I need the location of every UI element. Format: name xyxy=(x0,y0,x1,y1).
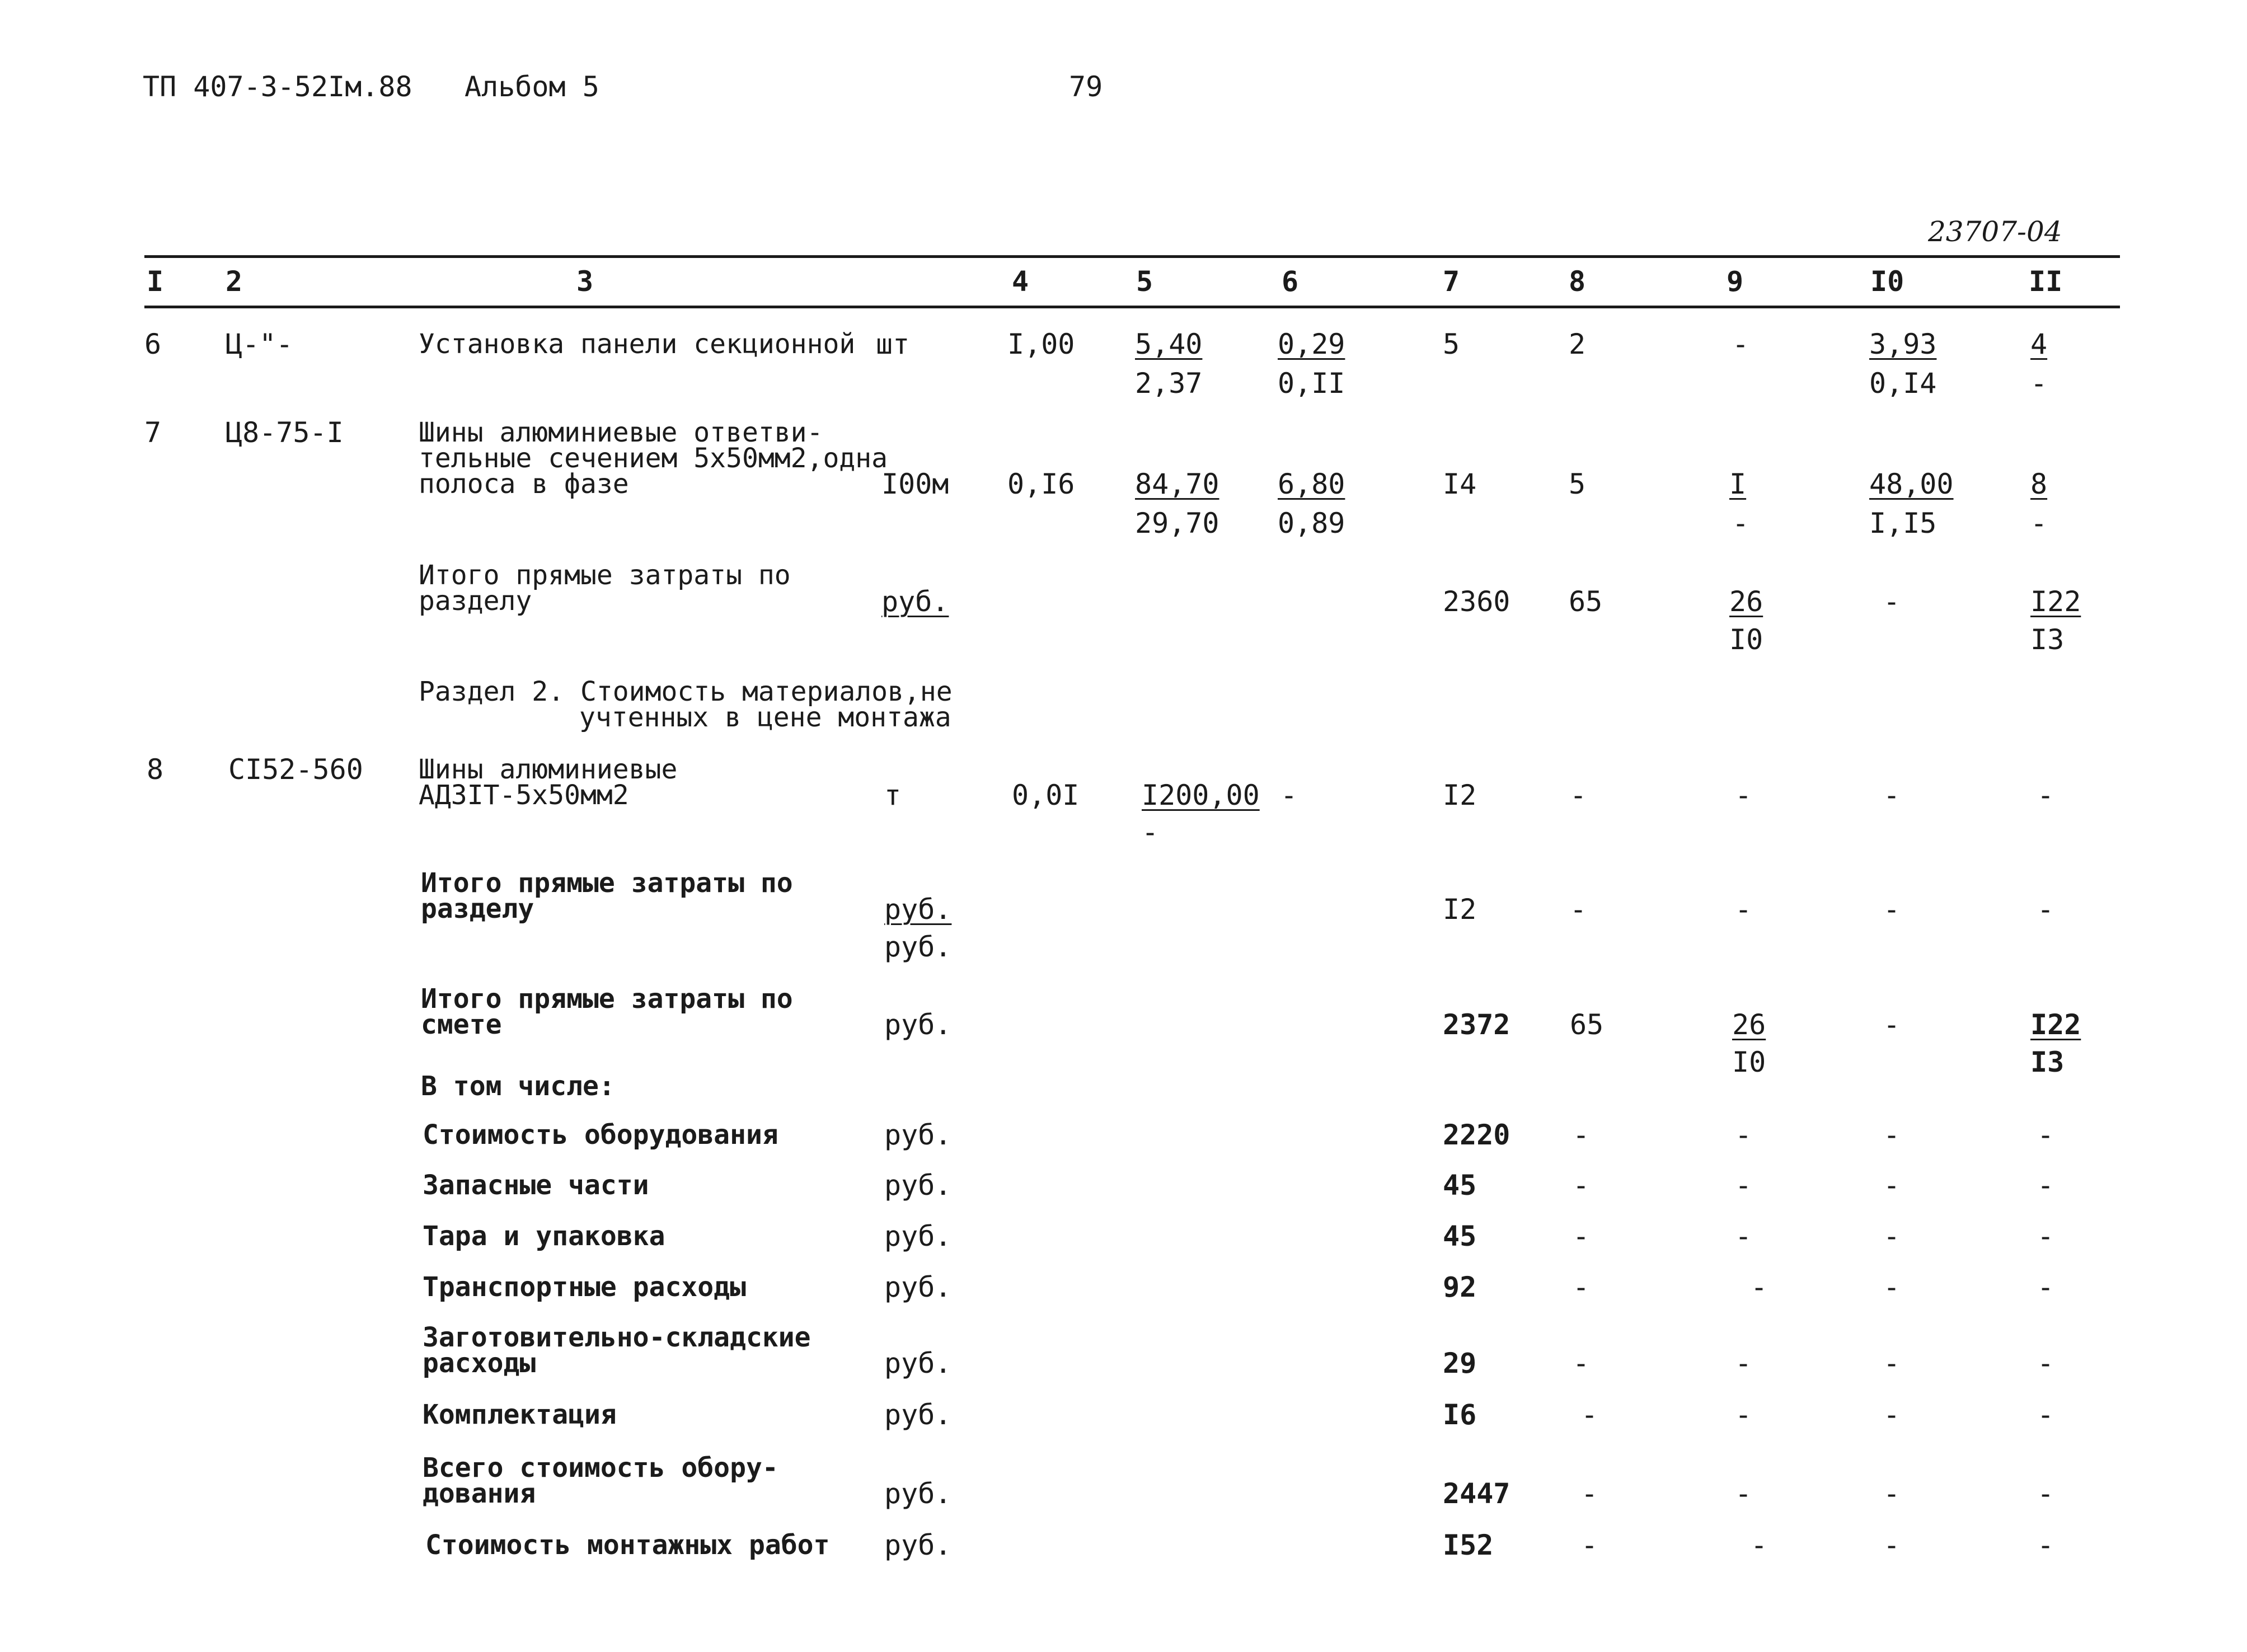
total-cost: I2 xyxy=(1443,893,1477,926)
total-cost: 2360 xyxy=(1443,585,1510,618)
labor-total-machinists: - xyxy=(2030,367,2048,400)
total-machines-wages: - xyxy=(1732,507,1749,539)
unit-repeat: руб. xyxy=(884,931,952,963)
unit: руб. xyxy=(884,1271,952,1303)
labor-unit: - xyxy=(1883,1529,1901,1561)
unit: руб. xyxy=(881,585,949,618)
total-cost: 2220 xyxy=(1443,1119,1510,1151)
total-wages: - xyxy=(1573,1169,1590,1202)
total-cost: 92 xyxy=(1443,1271,1477,1303)
labor-total: I22 xyxy=(2030,1008,2081,1041)
labor-total: - xyxy=(2037,1119,2054,1151)
labor-total: - xyxy=(2037,1529,2054,1561)
total-machines: - xyxy=(1735,1169,1752,1202)
total-wages: - xyxy=(1570,893,1587,926)
section-heading-line: учтенных в цене монтажа xyxy=(579,702,951,733)
including-label: В том числе: xyxy=(421,1071,615,1102)
breakdown-label: Всего стоимость обору- xyxy=(423,1452,778,1484)
total-machines: - xyxy=(1735,1347,1752,1379)
total-wages: 65 xyxy=(1569,585,1603,618)
unit-cost-wages: 29,70 xyxy=(1135,507,1219,539)
unit: руб. xyxy=(884,1529,952,1561)
labor-unit: - xyxy=(1883,1271,1901,1303)
quantity: 0,0I xyxy=(1012,779,1080,811)
breakdown-label: расходы xyxy=(423,1348,536,1379)
labor-total: 4 xyxy=(2030,328,2048,360)
labor-unit: - xyxy=(1883,1119,1901,1151)
unit: шт xyxy=(876,328,910,360)
labor-total: 8 xyxy=(2030,468,2048,500)
estimate-total-label: смете xyxy=(421,1009,502,1040)
total-wages: - xyxy=(1581,1529,1598,1561)
unit: руб. xyxy=(884,1119,952,1151)
total-machines: - xyxy=(1735,1119,1752,1151)
breakdown-label: дования xyxy=(423,1478,536,1509)
page-number: 79 xyxy=(1069,71,1103,103)
total-cost: 2372 xyxy=(1443,1008,1510,1041)
unit-cost-machines: 6,80 xyxy=(1278,468,1345,500)
unit-cost-total: 5,40 xyxy=(1135,328,1203,360)
estimate-total-label: Итого прямые затраты по xyxy=(421,983,793,1015)
labor-unit: - xyxy=(1883,1169,1901,1202)
breakdown-label: Запасные части xyxy=(423,1170,649,1201)
total-machines: - xyxy=(1735,779,1752,811)
unit-cost-total: 84,70 xyxy=(1135,468,1219,500)
total-wages: 5 xyxy=(1569,468,1586,500)
price-code: CI52-560 xyxy=(228,753,363,786)
unit-cost-machines: - xyxy=(1280,779,1298,811)
table-header-rule xyxy=(144,306,2120,308)
quantity: 0,I6 xyxy=(1007,468,1075,500)
total-cost: I2 xyxy=(1443,779,1477,811)
column-header: 5 xyxy=(1136,265,1153,298)
total-machines: - xyxy=(1735,1220,1752,1252)
labor-total: - xyxy=(2037,1398,2054,1431)
column-header: 6 xyxy=(1282,265,1299,298)
labor-unit: 3,93 xyxy=(1869,328,1937,360)
unit: т xyxy=(884,779,902,811)
total-machines: - xyxy=(1751,1271,1768,1303)
unit-cost-total: I200,00 xyxy=(1142,779,1260,811)
labor-total: - xyxy=(2037,1347,2054,1379)
section-heading-line: Раздел 2. Стоимость материалов,не xyxy=(419,676,953,707)
total-cost: I6 xyxy=(1443,1398,1477,1431)
work-name: Установка панели секционной xyxy=(419,328,856,360)
labor-unit: - xyxy=(1883,1220,1901,1252)
album-label: Альбом 5 xyxy=(465,71,599,103)
total-cost: I4 xyxy=(1443,468,1477,500)
labor-unit: - xyxy=(1883,1347,1901,1379)
labor-total: - xyxy=(2037,1271,2054,1303)
column-header: II xyxy=(2029,265,2063,298)
work-name-line: тельные сечением 5х50мм2,одна xyxy=(419,443,888,474)
breakdown-label: Тара и упаковка xyxy=(423,1221,665,1252)
labor-unit: - xyxy=(1883,779,1901,811)
total-cost: 2447 xyxy=(1443,1477,1510,1510)
total-machines-wages: I0 xyxy=(1729,623,1763,656)
total-machines: - xyxy=(1735,1398,1752,1431)
quantity: I,00 xyxy=(1007,328,1075,360)
labor-total: - xyxy=(2037,1477,2054,1510)
column-header: 3 xyxy=(576,265,594,298)
total-machines: 26 xyxy=(1729,585,1763,618)
labor-total-machinists: I3 xyxy=(2030,1046,2065,1078)
total-wages: - xyxy=(1573,1271,1590,1303)
row-number: 8 xyxy=(147,753,164,786)
unit: руб. xyxy=(884,1477,952,1510)
total-cost: 5 xyxy=(1443,328,1460,360)
column-header: 7 xyxy=(1443,265,1460,298)
labor-unit: - xyxy=(1883,1008,1901,1041)
row-number: 6 xyxy=(144,328,162,360)
unit: руб. xyxy=(884,1008,952,1041)
total-wages: 65 xyxy=(1570,1008,1604,1041)
document-code: ТП 407-3-52Iм.88 xyxy=(143,71,412,103)
labor-total: - xyxy=(2037,779,2054,811)
price-code: Ц8-75-I xyxy=(226,416,344,449)
total-machines: - xyxy=(1735,1477,1752,1510)
labor-unit: - xyxy=(1883,585,1901,618)
subtotal-label: Итого прямые затраты по xyxy=(419,560,791,591)
labor-total: I22 xyxy=(2030,585,2081,618)
breakdown-label: Комплектация xyxy=(423,1399,617,1430)
total-cost: 45 xyxy=(1443,1169,1477,1202)
table-top-rule xyxy=(144,255,2120,258)
labor-total-machinists: - xyxy=(2030,507,2048,539)
labor-total-machinists: I3 xyxy=(2030,623,2065,656)
total-wages: - xyxy=(1573,1119,1590,1151)
total-machines: I xyxy=(1729,468,1747,500)
unit: руб. xyxy=(884,1220,952,1252)
breakdown-label: Транспортные расходы xyxy=(423,1271,746,1303)
price-code: Ц-"- xyxy=(226,328,293,360)
labor-unit: - xyxy=(1883,1398,1901,1431)
unit: руб. xyxy=(884,1169,952,1202)
unit-cost-wages: - xyxy=(1142,816,1159,848)
breakdown-label: Стоимость оборудования xyxy=(423,1119,778,1151)
unit: руб. xyxy=(884,893,952,926)
total-wages: 2 xyxy=(1569,328,1586,360)
labor-total: - xyxy=(2037,1169,2054,1202)
breakdown-label: Заготовительно-складские xyxy=(423,1322,811,1353)
total-wages: - xyxy=(1570,779,1587,811)
labor-unit: - xyxy=(1883,1477,1901,1510)
column-header: 8 xyxy=(1569,265,1586,298)
total-cost: I52 xyxy=(1443,1529,1494,1561)
total-wages: - xyxy=(1581,1477,1598,1510)
total-wages: - xyxy=(1581,1398,1598,1431)
column-header: I0 xyxy=(1870,265,1904,298)
labor-total: - xyxy=(2037,893,2054,926)
unit: I00м xyxy=(881,468,949,500)
inventory-stamp: 23707-04 xyxy=(1928,215,2062,248)
column-header: 2 xyxy=(226,265,243,298)
work-name-line: полоса в фазе xyxy=(419,468,629,500)
total-machines: - xyxy=(1732,328,1749,360)
total-machines: 26 xyxy=(1732,1008,1766,1041)
column-header: 4 xyxy=(1012,265,1029,298)
subtotal-label: разделу xyxy=(419,585,532,617)
total-cost: 29 xyxy=(1443,1347,1477,1379)
material-name-line: АДЗIТ-5х50мм2 xyxy=(419,780,629,811)
unit: руб. xyxy=(884,1347,952,1379)
total-wages: - xyxy=(1573,1347,1590,1379)
subtotal-label: разделу xyxy=(421,893,534,924)
column-header: 9 xyxy=(1727,265,1744,298)
breakdown-label: Стоимость монтажных работ xyxy=(425,1529,830,1561)
subtotal-label: Итого прямые затраты по xyxy=(421,867,793,899)
work-name-line: Шины алюминиевые ответви- xyxy=(419,417,823,448)
total-machines: - xyxy=(1735,893,1752,926)
total-machines-wages: I0 xyxy=(1732,1046,1766,1078)
unit-cost-machines: 0,29 xyxy=(1278,328,1345,360)
unit-cost-machines-wages: 0,II xyxy=(1278,367,1345,400)
total-wages: - xyxy=(1573,1220,1590,1252)
row-number: 7 xyxy=(144,416,162,449)
labor-unit: 48,00 xyxy=(1869,468,1954,500)
unit-cost-machines-wages: 0,89 xyxy=(1278,507,1345,539)
labor-total: - xyxy=(2037,1220,2054,1252)
unit: руб. xyxy=(884,1398,952,1431)
labor-unit: - xyxy=(1883,893,1901,926)
column-header: I xyxy=(147,265,164,298)
labor-unit-machinists: I,I5 xyxy=(1869,507,1937,539)
material-name-line: Шины алюминиевые xyxy=(419,754,678,785)
total-machines: - xyxy=(1751,1529,1768,1561)
unit-cost-wages: 2,37 xyxy=(1135,367,1203,400)
total-cost: 45 xyxy=(1443,1220,1477,1252)
labor-unit-machinists: 0,I4 xyxy=(1869,367,1937,400)
